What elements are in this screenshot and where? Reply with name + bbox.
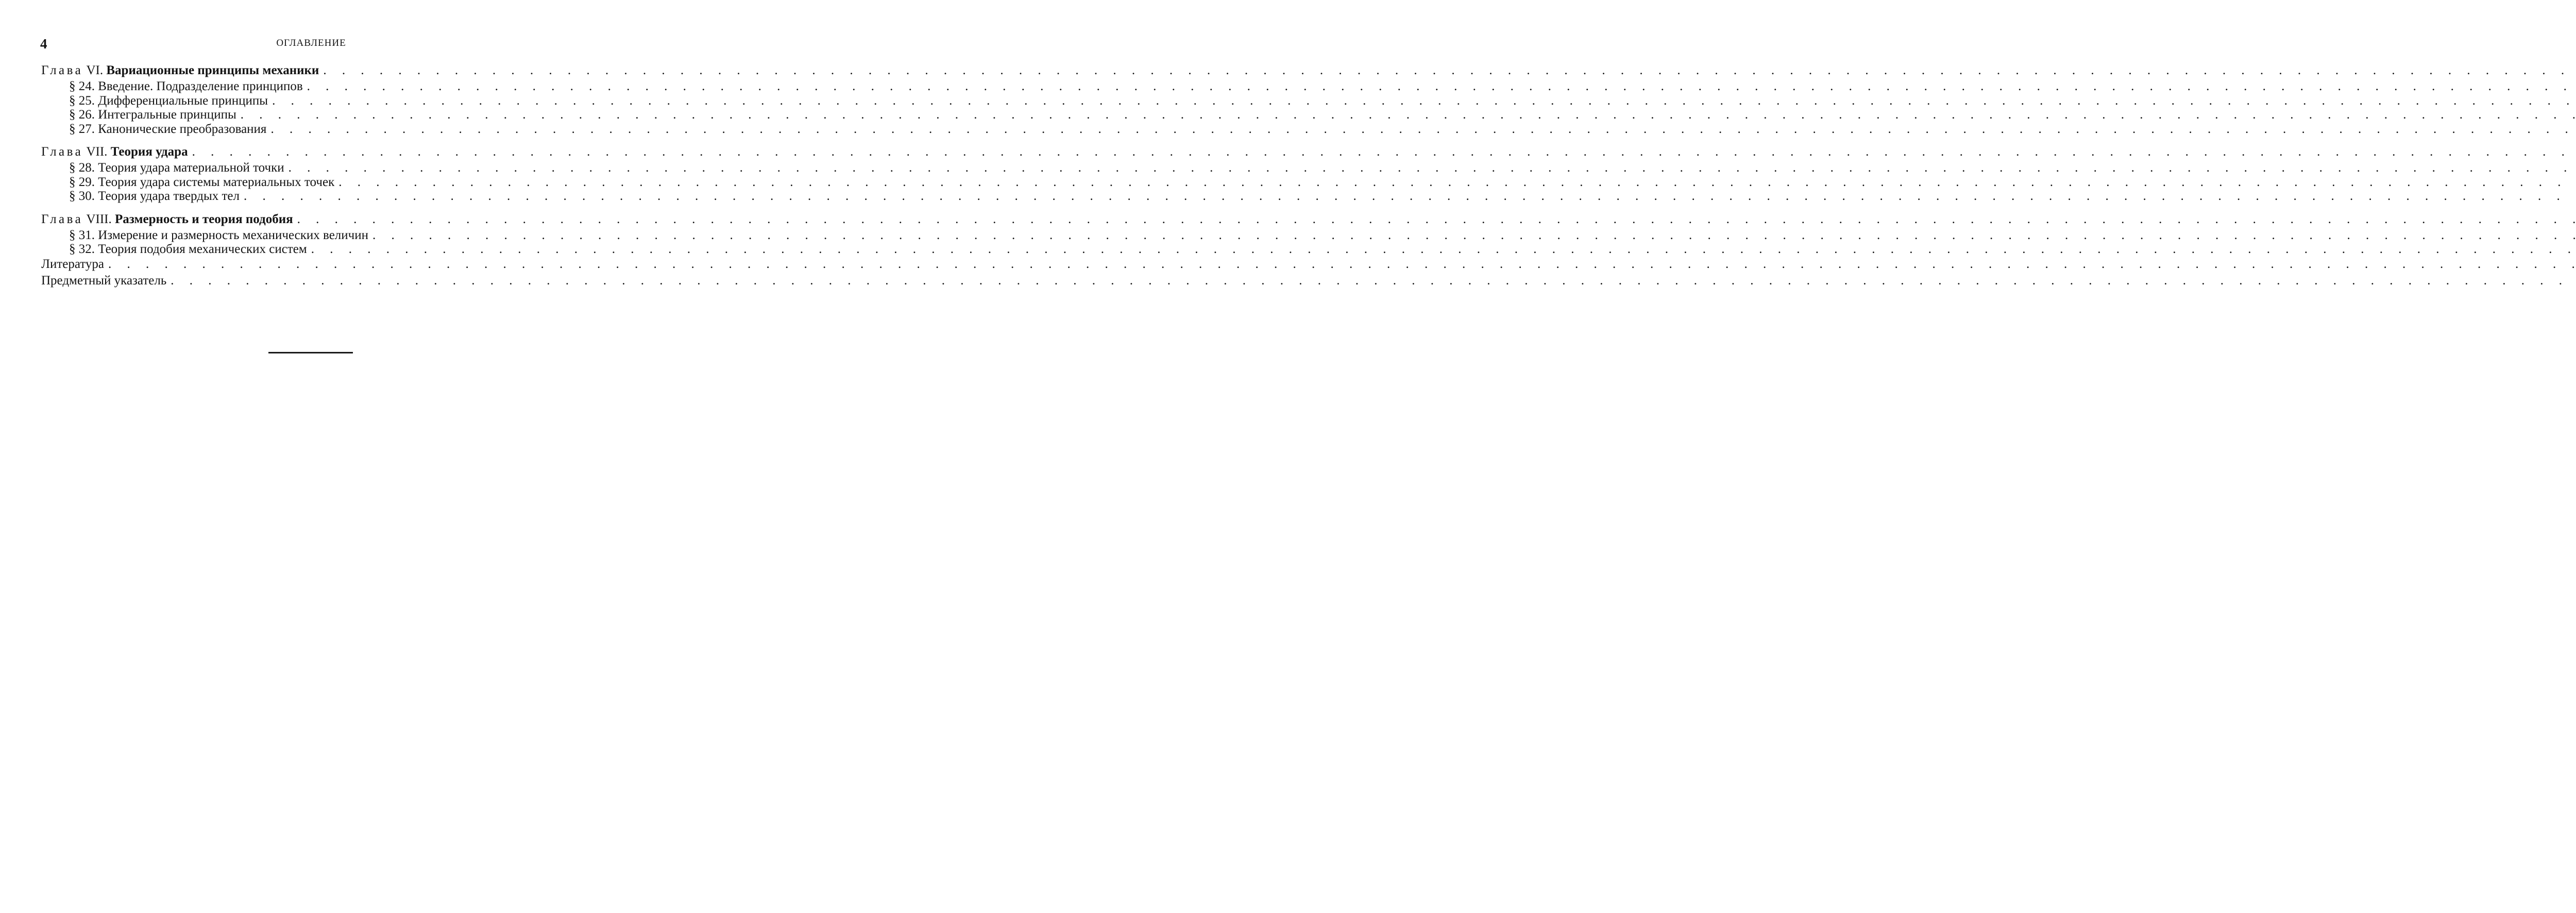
chapter-heading: [41, 63, 319, 78]
chapter-number: VI.: [86, 63, 104, 77]
section-label: § 27. Канонические преобразования: [69, 122, 267, 136]
section-label: § 32. Теория подобия механических систем: [69, 242, 307, 256]
page-header: [40, 36, 582, 53]
chapter-heading: [41, 212, 293, 227]
chapter-title: Размерность и теория подобия: [115, 212, 293, 226]
section-label: § 28. Теория удара материальной точки: [69, 161, 284, 175]
dot-leader: [270, 122, 2576, 137]
dot-leader: [241, 108, 2576, 122]
section-label: § 29. Теория удара системы материальных точек: [69, 175, 335, 189]
toc-chapter-7[interactable]: [41, 144, 580, 160]
chapter-title: Теория удара: [110, 145, 188, 159]
dot-leader: [171, 273, 2576, 289]
toc-section-31[interactable]: [41, 228, 580, 243]
toc-section-27[interactable]: [41, 122, 580, 137]
toc-section-24[interactable]: [41, 79, 580, 94]
dot-leader: [338, 175, 2576, 190]
running-title: ОГЛАВЛЕНИЕ: [276, 38, 346, 48]
toc-subject-index[interactable]: [41, 273, 580, 289]
section-label: § 24. Введение. Подразделение принципов: [69, 79, 303, 93]
entry-label: Предметный указатель: [41, 273, 167, 288]
toc-chapter-8[interactable]: [41, 212, 580, 227]
chapter-prefix: Глава: [41, 63, 83, 77]
section-label: § 25. Дифференциальные принципы: [69, 93, 268, 108]
dot-leader: [244, 189, 2576, 204]
section-label: § 30. Теория удара твердых тел: [69, 189, 240, 203]
closing-rule: [268, 352, 353, 353]
toc-literature[interactable]: [41, 257, 580, 272]
dot-leader: [297, 212, 2576, 227]
chapter-prefix: Глава: [41, 212, 83, 226]
toc-chapter-6[interactable]: [41, 63, 580, 78]
dot-leader: [323, 63, 2576, 78]
chapter-number: VIII.: [86, 212, 112, 226]
chapter-heading: [41, 144, 188, 160]
dot-leader: [289, 161, 2576, 175]
dot-leader: [372, 228, 2576, 243]
dot-leader: [108, 257, 2576, 272]
toc-section-25[interactable]: [41, 94, 580, 108]
chapter-number: VII.: [86, 145, 108, 159]
toc-section-30[interactable]: [41, 189, 580, 204]
dot-leader: [307, 79, 2576, 94]
chapter-prefix: Глава: [41, 145, 83, 159]
toc-section-29[interactable]: [41, 175, 580, 190]
page-number: 4: [40, 36, 47, 52]
section-label: § 26. Интегральные принципы: [69, 108, 236, 122]
dot-leader: [192, 144, 2576, 160]
chapter-title: Вариационные принципы механики: [106, 63, 319, 77]
toc-section-28[interactable]: [41, 161, 580, 175]
toc-section-26[interactable]: [41, 108, 580, 122]
entry-label: Литература: [41, 257, 104, 271]
table-of-contents: [41, 63, 580, 289]
dot-leader: [311, 242, 2576, 257]
dot-leader: [272, 94, 2576, 108]
toc-section-32[interactable]: [41, 242, 580, 257]
section-label: § 31. Измерение и размерность механических величин: [69, 228, 368, 242]
